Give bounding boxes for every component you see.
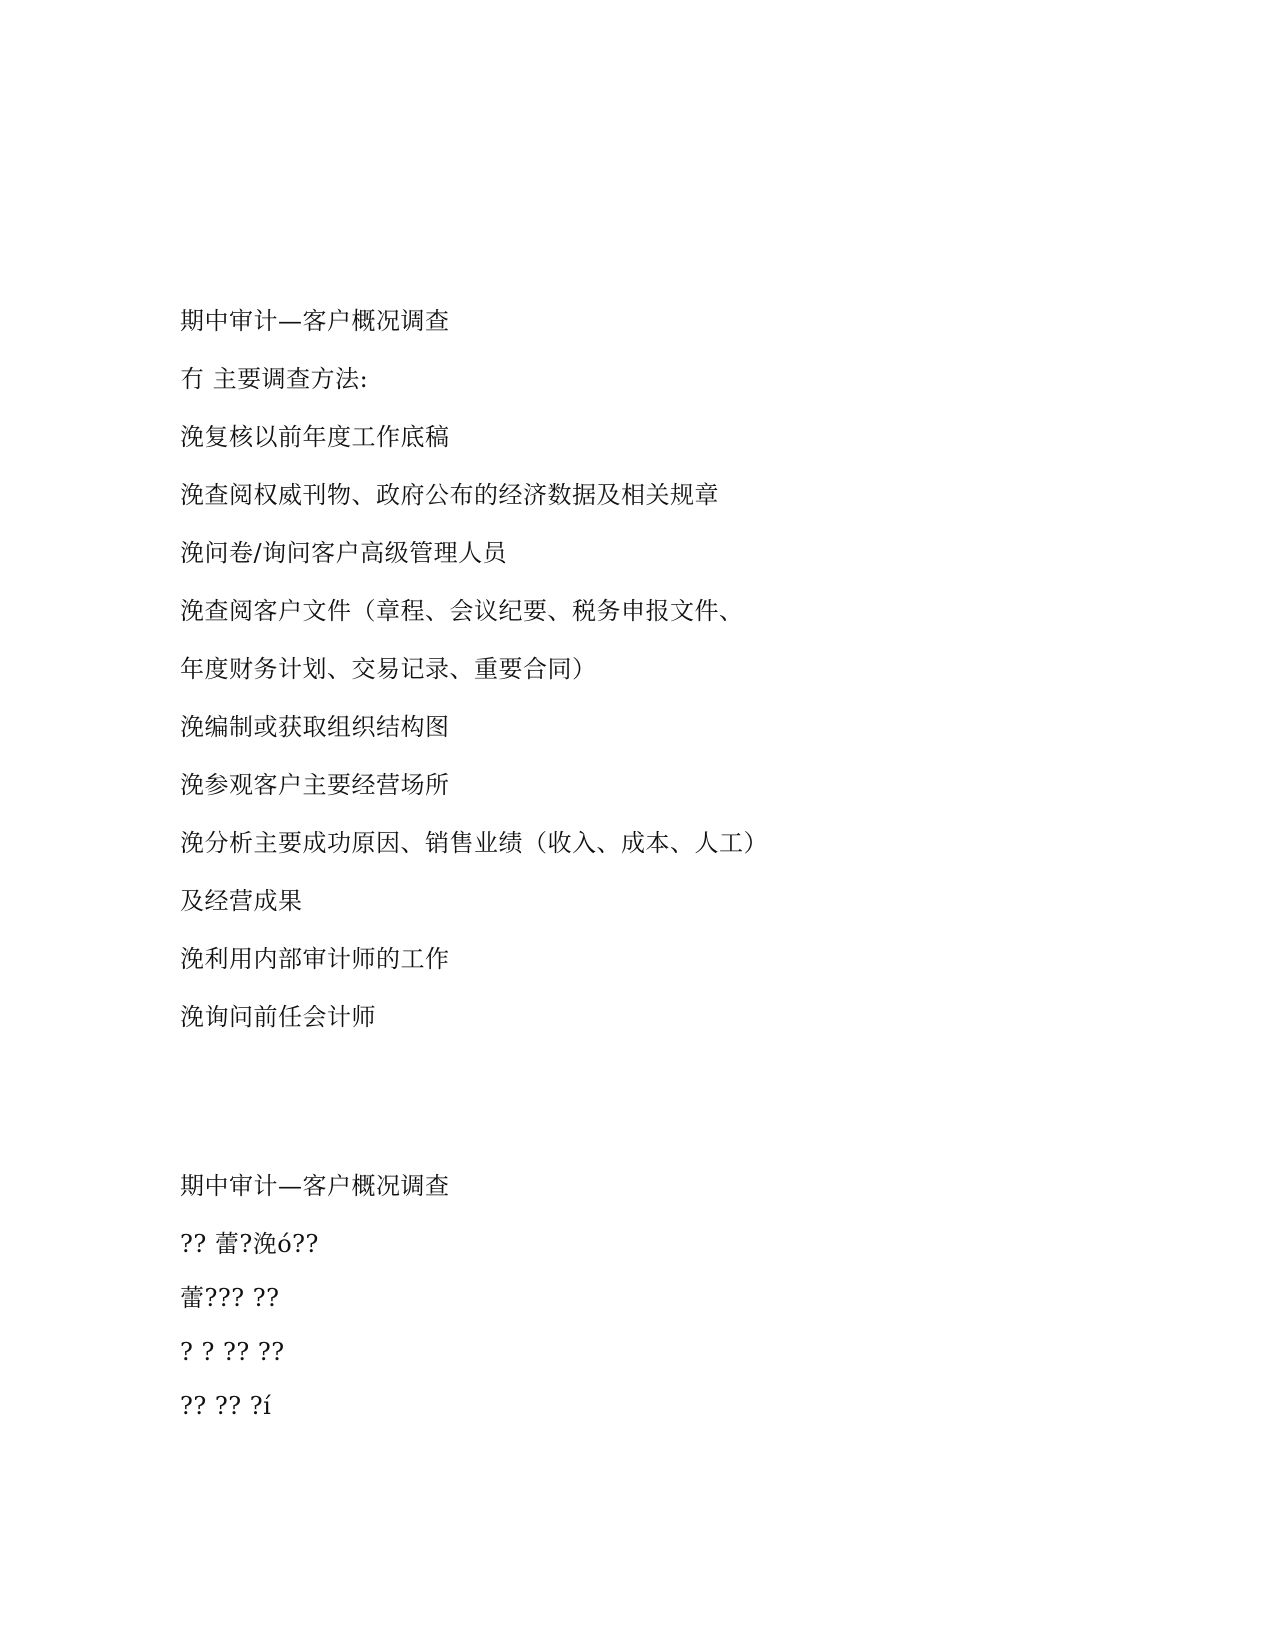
bullet-glyph: 浼 — [180, 771, 205, 799]
bullet-glyph: 浼 — [180, 713, 205, 741]
list-item-text: 利用内部审计师的工作 — [204, 945, 450, 973]
garbled-line: ? ? ?? ?? — [180, 1338, 285, 1366]
list-item-text: 询问前任会计师 — [204, 1003, 376, 1031]
list-item — [180, 480, 719, 510]
list-item-text: 问卷/询问客户高级管理人员 — [204, 539, 508, 567]
garbled-line: ?? 蕾?浼ó?? — [180, 1230, 319, 1258]
list-item-continuation — [180, 654, 597, 684]
garbled-line: 蕾??? ?? — [180, 1284, 280, 1312]
list-item — [180, 828, 768, 858]
section1-heading: 冇 主要调查方法: — [180, 365, 369, 393]
list-item — [180, 1002, 376, 1032]
bullet-glyph: 浼 — [180, 945, 205, 973]
bullet-glyph: 浼 — [180, 1003, 205, 1031]
bullet-glyph: 浼 — [180, 539, 205, 567]
list-item — [180, 422, 450, 452]
list-item-continuation — [180, 886, 303, 916]
list-item-text: 及经营成果 — [180, 887, 303, 915]
list-item-text: 分析主要成功原因、销售业绩（收入、成本、人工） — [204, 829, 768, 857]
list-item — [180, 770, 450, 800]
garbled-line: ?? ?? ?í — [180, 1392, 272, 1420]
list-item-text: 复核以前年度工作底稿 — [204, 423, 450, 451]
list-item-text: 年度财务计划、交易记录、重要合同） — [180, 655, 597, 683]
list-item — [180, 538, 507, 568]
bullet-glyph: 浼 — [180, 481, 205, 509]
section1-title: 期中审计—客户概况调查 — [180, 307, 450, 335]
bullet-glyph: 浼 — [180, 597, 205, 625]
list-item — [180, 712, 450, 742]
list-item-text: 编制或获取组织结构图 — [204, 713, 450, 741]
bullet-glyph: 浼 — [180, 423, 205, 451]
list-item-text: 查阅客户文件（章程、会议纪要、税务申报文件、 — [204, 597, 744, 625]
bullet-glyph: 浼 — [180, 829, 205, 857]
list-item-text: 参观客户主要经营场所 — [204, 771, 450, 799]
list-item — [180, 596, 744, 626]
section2-title: 期中审计—客户概况调查 — [180, 1172, 450, 1200]
list-item-text: 查阅权威刊物、政府公布的经济数据及相关规章 — [204, 481, 719, 509]
list-item — [180, 944, 450, 974]
